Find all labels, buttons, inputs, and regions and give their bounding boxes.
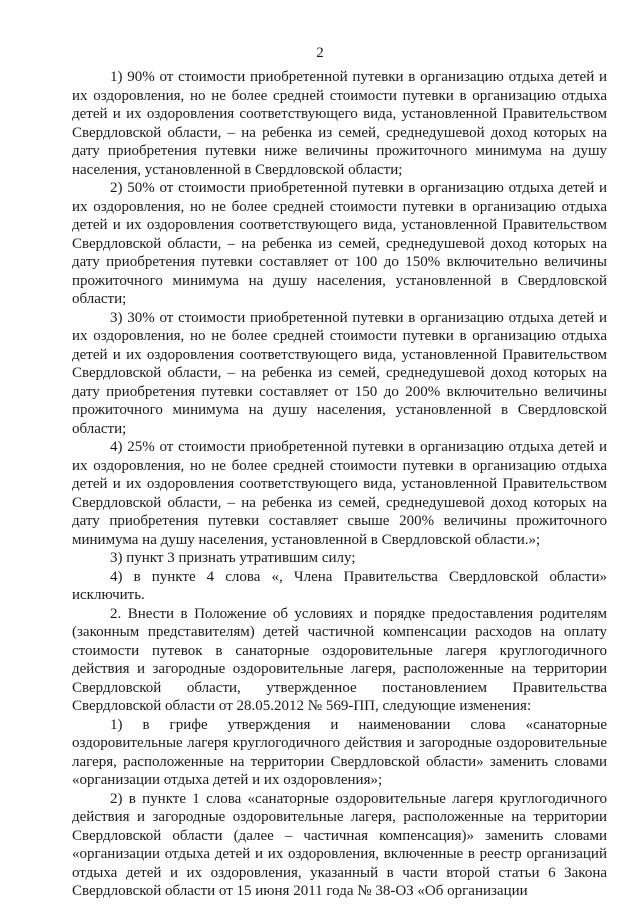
paragraph-item-1-90-percent: 1) 90% от стоимости приобретенной путевки в организацию отдыха детей и их оздоровления, но не более средней стоимости путевки в организацию отдыха детей и их оздоровления соответствующего вида, установленной Правительством Свердловской области, – на ребенка из семей, среднедушевой доход которых на дату приобретения путевки ниже величины прожиточного минимума на душу населения, установленной в Свердловской области; (72, 69, 607, 178)
page-number: 2 (316, 45, 324, 61)
paragraph-section-2-amendments: 2. Внести в Положение об условиях и порядке предоставления родителям (законным представителям) детей частичной компенсации расходов на оплату стоимости путевок в санаторные оздоровительные лагеря круглогодичного действия и загородные оздоровительные лагеря, расположенные на территории Свердловской области, утвержденное постановлением Правительства Свердловской области от 28.05.2012 № 569-ПП, следующие изменения: (72, 605, 607, 714)
document-body (72, 68, 607, 901)
paragraph-point-4-exclude: 4) в пункте 4 слова «, Члена Правительства Свердловской области» исключить. (72, 568, 607, 603)
paragraph-item-2-50-percent: 2) 50% от стоимости приобретенной путевки в организацию отдыха детей и их оздоровления, но не более средней стоимости путевки в организацию отдыха детей и их оздоровления соответствующего вида, установленной Правительством Свердловской области, – на ребенка из семей, среднедушевой доход которых на дату приобретения путевки составляет от 100 до 150% включительно величины прожиточного минимума на душу населения, установленной в Свердловской области; (72, 180, 607, 307)
paragraph-amendment-1: 1) в грифе утверждения и наименовании слова «санаторные оздоровительные лагеря круглогодичного действия и загородные оздоровительные лагеря, расположенные на территории Свердловской области» заменить словами «организации отдыха детей и их оздоровления»; (72, 716, 607, 788)
paragraph-item-3-30-percent: 3) 30% от стоимости приобретенной путевки в организацию отдыха детей и их оздоровления, но не более средней стоимости путевки в организацию отдыха детей и их оздоровления соответствующего вида, установленной Правительством Свердловской области, – на ребенка из семей, среднедушевой доход которых на дату приобретения путевки составляет от 150 до 200% включительно величины прожиточного минимума на душу населения, установленной в Свердловской области; (72, 309, 607, 437)
paragraph-amendment-2: 2) в пункте 1 слова «санаторные оздоровительные лагеря круглогодичного действия и загородные оздоровительные лагеря, расположенные на территории Свердловской области (далее – частичная компенсация)» заменить словами «организации отдыха детей и их оздоровления, включенные в реестр организаций отдыха детей и их оздоровления, указанный в части второй статьи 6 Закона Свердловской области от 15 июня 2011 года № 38-ОЗ «Об организации (72, 790, 607, 899)
paragraph-item-4-25-percent: 4) 25% от стоимости приобретенной путевки в организацию отдыха детей и их оздоровления, но не более средней стоимости путевки в организацию отдыха детей и их оздоровления соответствующего вида, установленной Правительством Свердловской области, – на ребенка из семей, среднедушевой доход которых на дату приобретения путевки составляет свыше 200% величины прожиточного минимума на душу населения, установленной в Свердловской области.»; (72, 439, 607, 548)
paragraph-point-3-repeal: 3) пункт 3 признать утратившим силу; (110, 550, 356, 566)
